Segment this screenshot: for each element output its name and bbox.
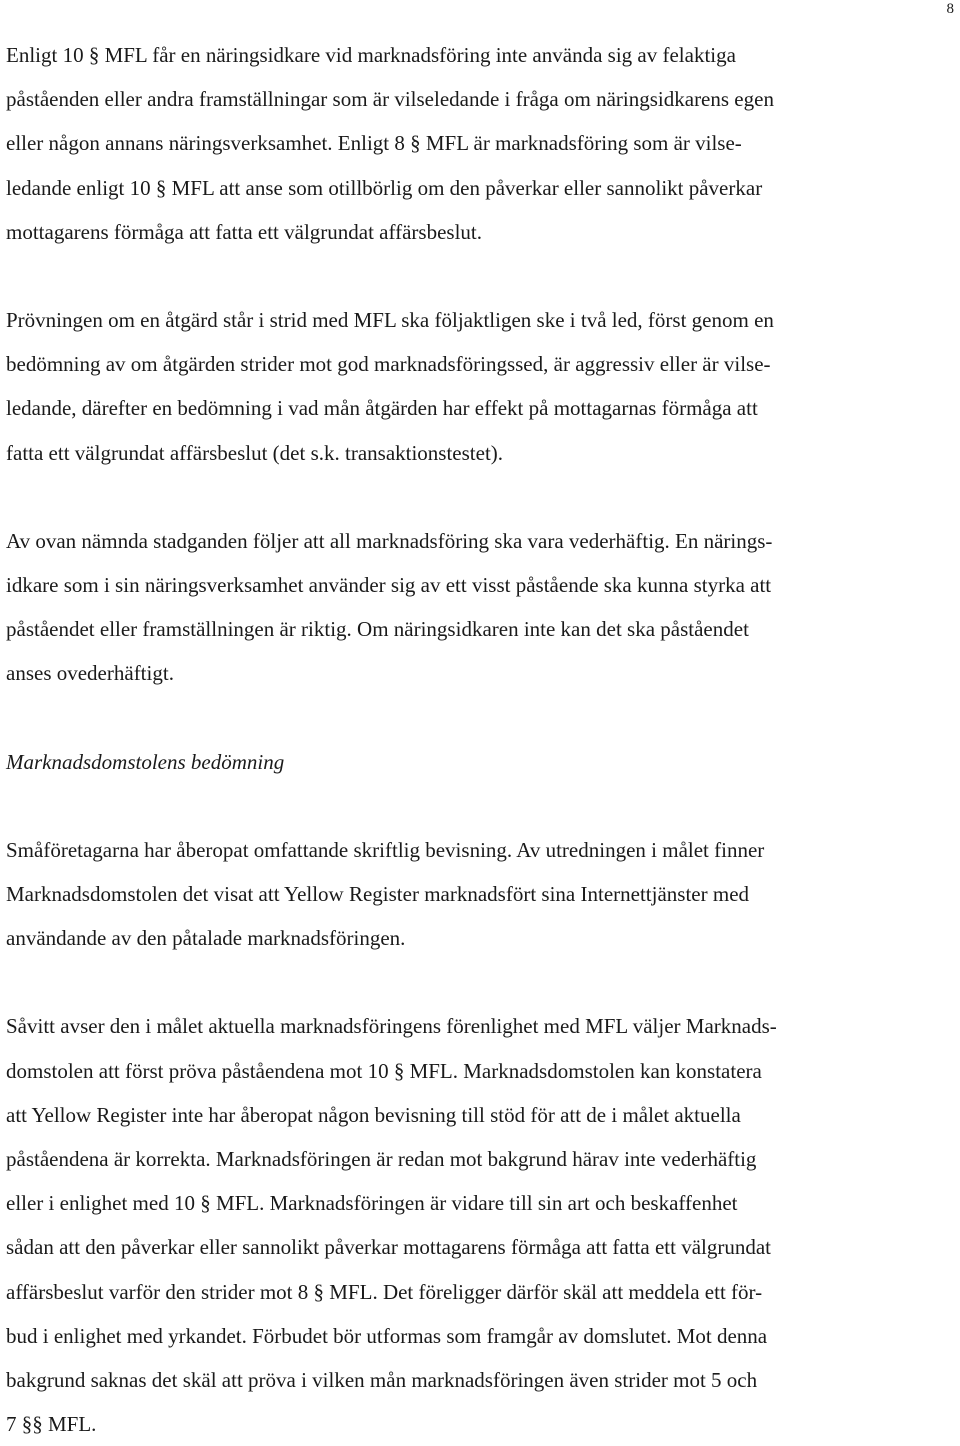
text-line: affärsbeslut varför den strider mot 8 § MFL. Det föreligger därför skäl att meddela ett för- — [6, 1279, 763, 1304]
text-line: idkare som i sin näringsverksamhet använder sig av ett visst påstående ska kunna styrka att — [6, 573, 772, 598]
paragraph-bedomning — [6, 1004, 950, 1446]
text-line: sådan att den påverkar eller sannolikt påverkar mottagarens förmåga att fatta ett välgrundat — [6, 1235, 772, 1260]
paragraph-mfl-10 — [6, 33, 950, 254]
paragraph-vederhaftighet — [6, 519, 950, 696]
text-line: Enligt 10 § MFL får en näringsidkare vid marknadsföring inte använda sig av felaktiga — [6, 43, 736, 67]
text-line: Av ovan nämnda stadganden följer att all marknadsföring ska vara vederhäftig. En närings- — [6, 528, 773, 553]
text-line: Prövningen om en åtgärd står i strid med MFL ska följaktligen ske i två led, först genom en — [6, 308, 774, 333]
text-line: fatta ett välgrundat affärsbeslut (det s.k. transaktionstestet). — [6, 440, 504, 465]
document-body — [6, 33, 950, 1446]
text-line: att Yellow Register inte har åberopat någon bevisning till stöd för att de i målet aktuella — [6, 1102, 741, 1127]
text-line: mottagarens förmåga att fatta ett välgrundat affärsbeslut. — [6, 219, 483, 244]
text-line: Marknadsdomstolen det visat att Yellow Register marknadsfört sina Internettjänster med — [6, 882, 750, 907]
text-line: 7 §§ MFL. — [6, 1412, 97, 1437]
text-line: eller i enlighet med 10 § MFL. Marknadsföringen är vidare till sin art och beskaffenhet — [6, 1191, 738, 1216]
text-line: bud i enlighet med yrkandet. Förbudet bör utformas som framgår av domslutet. Mot denna — [6, 1323, 768, 1348]
text-line: Småföretagarna har åberopat omfattande skriftlig bevisning. Av utredningen i målet finner — [6, 837, 765, 862]
page-number: 8 — [946, 1, 954, 17]
text-line: ledande enligt 10 § MFL att anse som otillbörlig om den påverkar eller sannolikt påverkar — [6, 175, 763, 200]
text-line: påståenden eller andra framställningar som är vilseledande i fråga om näringsidkarens egen — [6, 87, 774, 112]
text-line: eller någon annans näringsverksamhet. Enligt 8 § MFL är marknadsföring som är vilse- — [6, 131, 742, 156]
text-line: Såvitt avser den i målet aktuella marknadsföringens förenlighet med MFL väljer Marknads- — [6, 1014, 777, 1039]
text-line: domstolen att först pröva påståendena mot 10 § MFL. Marknadsdomstolen kan konstatera — [6, 1058, 762, 1083]
section-heading: Marknadsdomstolens bedömning — [6, 749, 285, 774]
text-line: anses ovederhäftigt. — [6, 661, 174, 686]
text-line: bedömning av om åtgärden strider mot god marknadsföringssed, är aggressiv eller är vilse- — [6, 352, 771, 377]
text-line: påståendet eller framställningen är riktig. Om näringsidkaren inte kan det ska påståendet — [6, 617, 749, 642]
paragraph-bevisning — [6, 828, 950, 961]
text-line: ledande, därefter en bedömning i vad mån åtgärden har effekt på mottagarnas förmåga att — [6, 396, 758, 421]
paragraph-provningen — [6, 298, 950, 475]
text-line: påståendena är korrekta. Marknadsföringen är redan mot bakgrund härav inte vederhäftig — [6, 1147, 757, 1172]
text-line: bakgrund saknas det skäl att pröva i vilken mån marknadsföringen även strider mot 5 och — [6, 1368, 758, 1393]
text-line: användande av den påtalade marknadsföringen. — [6, 926, 406, 951]
